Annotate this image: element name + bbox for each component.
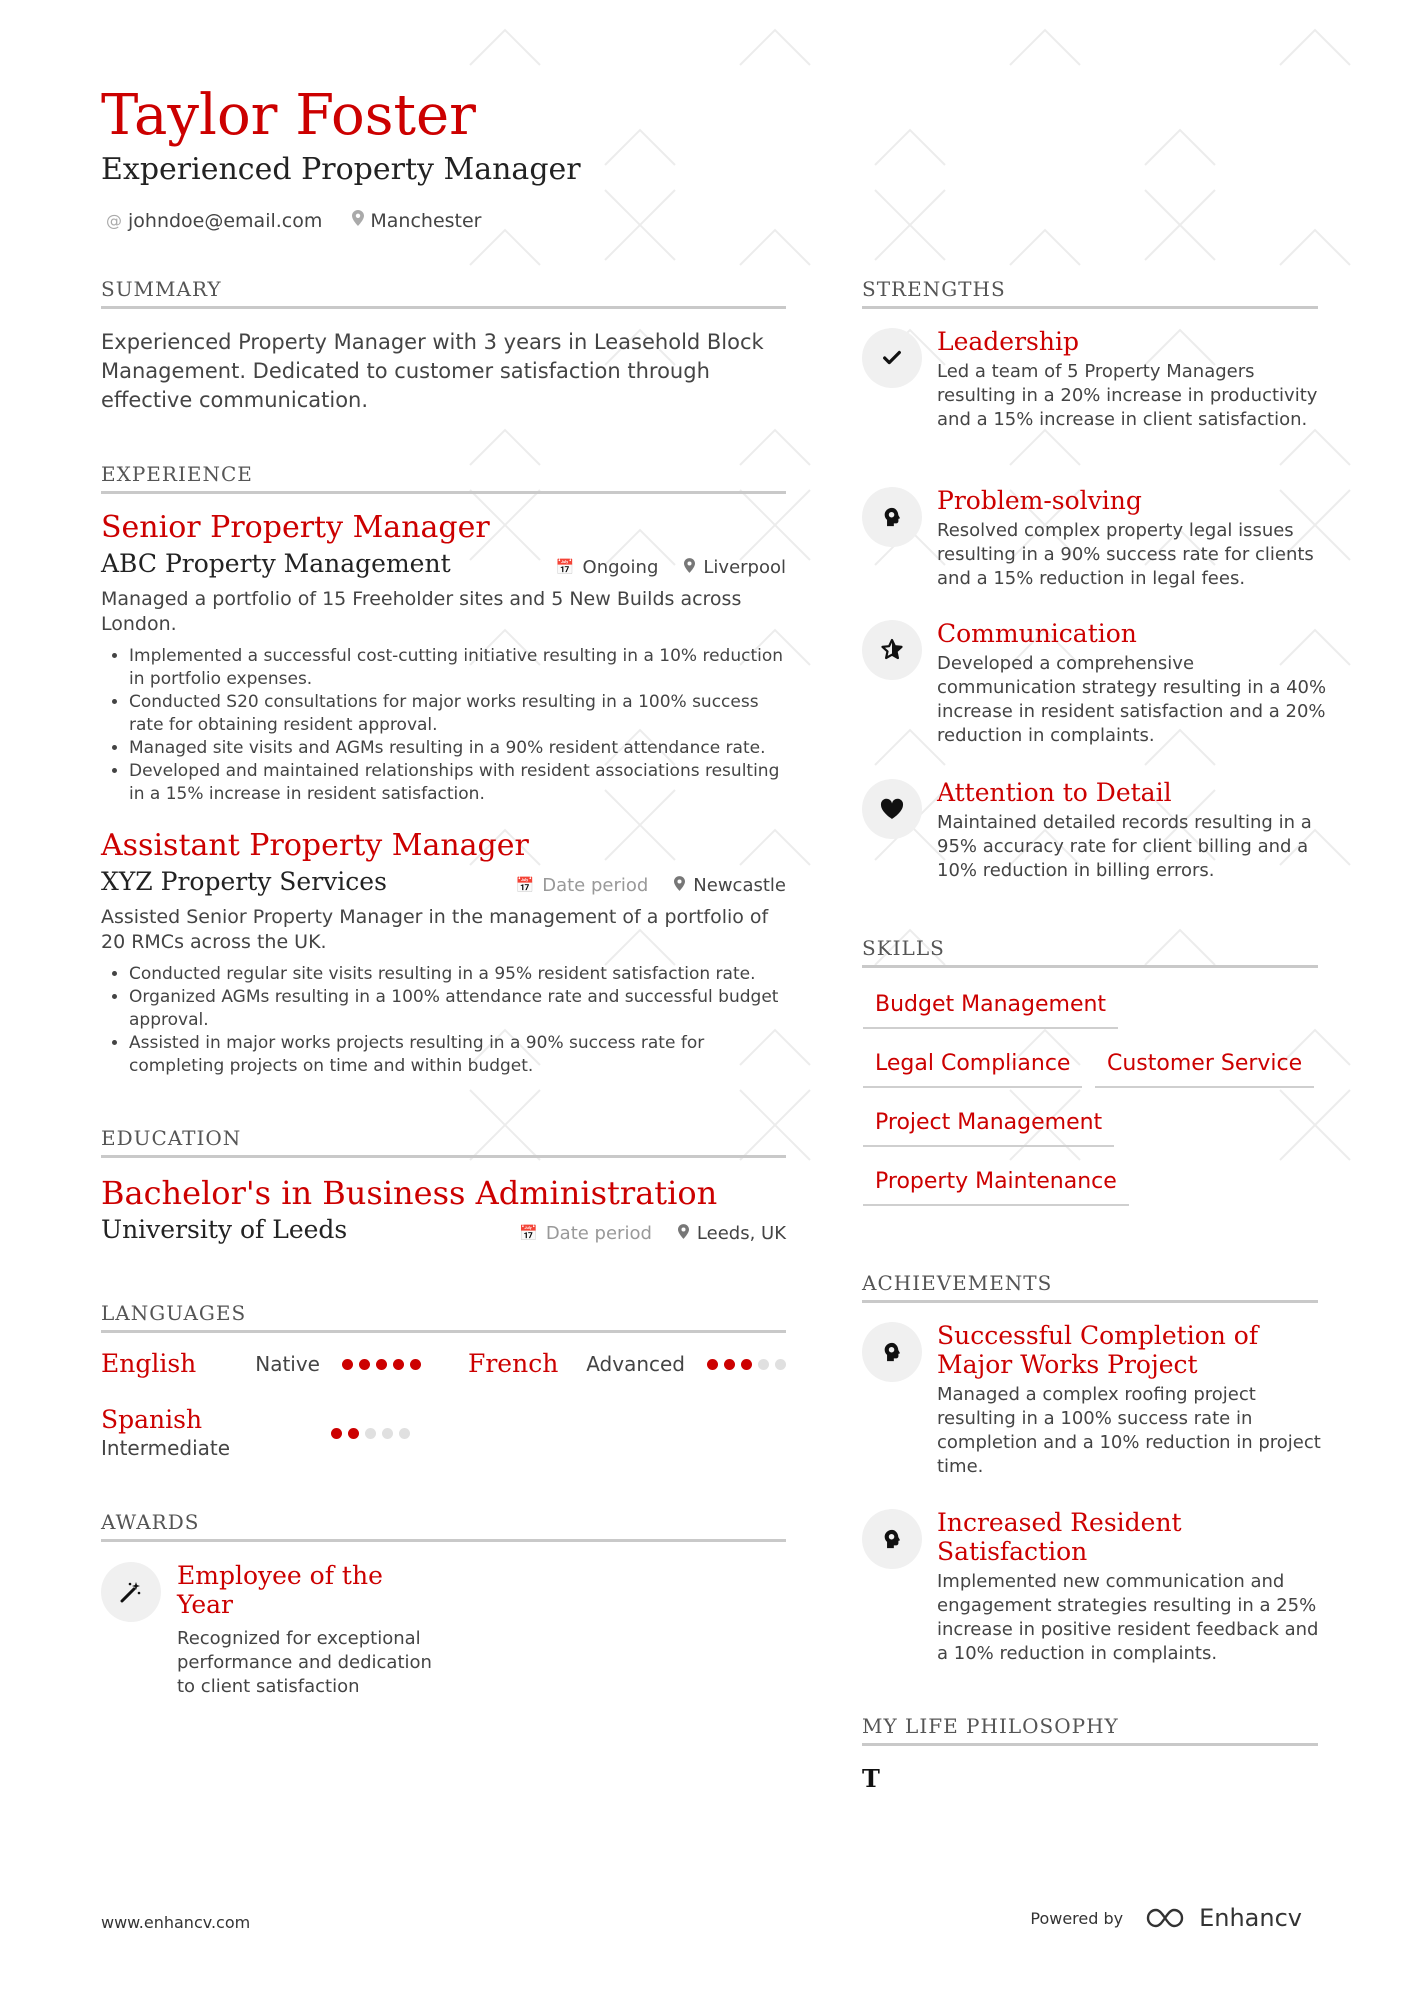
achievement-title: Successful Completion of Major Works Project <box>937 1321 1259 1379</box>
job-role: Senior Property Manager <box>101 510 490 545</box>
at-icon: @ <box>106 211 122 230</box>
job-description: Assisted Senior Property Manager in the management of a portfolio of 20 RMCs across the UK. <box>101 906 769 953</box>
job-bullet: • Developed and maintained relationships with resident associations resulting in a 15% increase in resident satisfaction. <box>129 760 786 806</box>
experience-item <box>101 509 786 806</box>
job-date: Ongoing <box>582 556 659 578</box>
check-icon <box>862 328 922 388</box>
skill-tag: Project Management <box>863 1103 1114 1147</box>
experience-item <box>101 827 786 1078</box>
achievement-item <box>937 1508 1327 1666</box>
job-bullet: • Implemented a successful cost-cutting initiative resulting in a 10% reduction in portfolio expenses. <box>129 645 786 691</box>
award-text: Recognized for exceptional performance and dedication to client satisfaction <box>177 1628 432 1697</box>
head-brain-icon <box>862 487 922 547</box>
philosophy-heading: MY LIFE PHILOSOPHY <box>862 1713 1318 1746</box>
strength-title: Problem-solving <box>937 486 1142 515</box>
strength-title: Leadership <box>937 327 1079 356</box>
strengths-heading: STRENGTHS <box>862 276 1318 309</box>
job-bullet: • Assisted in major works projects resulting in a 90% success rate for completing projects on time and within budget. <box>129 1032 786 1078</box>
map-pin-icon <box>684 558 695 577</box>
heart-icon <box>862 779 922 839</box>
job-location: Newcastle <box>693 874 786 896</box>
language-name: Spanish <box>101 1405 203 1434</box>
job-date: Date period <box>542 874 649 896</box>
brand-name: Enhancv <box>1199 1904 1302 1932</box>
map-pin-icon <box>674 876 685 895</box>
rating-dot-filled <box>724 1359 735 1370</box>
language-rating <box>707 1359 786 1370</box>
summary-heading: SUMMARY <box>101 276 786 309</box>
awards-heading: AWARDS <box>101 1509 786 1542</box>
rating-dot-filled <box>410 1359 421 1370</box>
strength-text: Led a team of 5 Property Managers resulting in a 20% increase in productivity and a 15% increase in client satisfaction. <box>937 361 1318 430</box>
strength-text: Developed a comprehensive communication strategy resulting in a 40% increase in resident satisfaction and a 20% reduction in complaints. <box>937 653 1327 746</box>
job-role: Assistant Property Manager <box>101 828 529 863</box>
strength-item <box>937 778 1327 883</box>
star-icon <box>862 620 922 680</box>
language-item <box>101 1405 421 1461</box>
achievement-text: Managed a complex roofing project resulting in a 100% success rate in completion and a 10% reduction in project time. <box>937 1384 1321 1477</box>
skill-tag: Legal Compliance <box>863 1044 1082 1088</box>
job-location: Liverpool <box>703 556 786 578</box>
language-item <box>468 1349 786 1379</box>
skills-heading: SKILLS <box>862 935 1318 968</box>
candidate-name: Taylor Foster <box>101 83 476 148</box>
job-bullet: • Organized AGMs resulting in a 100% attendance rate and successful budget approval. <box>129 986 786 1032</box>
job-company: XYZ Property Services <box>101 867 387 896</box>
achievements-heading: ACHIEVEMENTS <box>862 1270 1318 1303</box>
skill-tag: Customer Service <box>1095 1044 1314 1088</box>
strength-item <box>937 486 1327 591</box>
head-brain-icon <box>862 1509 922 1569</box>
powered-by <box>1030 1904 1302 1932</box>
language-name: French <box>468 1349 559 1378</box>
rating-dot-filled <box>359 1359 370 1370</box>
language-rating <box>331 1428 410 1439</box>
rating-dot-empty <box>399 1428 410 1439</box>
rating-dot-filled <box>376 1359 387 1370</box>
powered-by-label: Powered by <box>1030 1908 1124 1928</box>
rating-dot-empty <box>382 1428 393 1439</box>
calendar-icon: 📅 <box>555 558 575 576</box>
language-level: Intermediate <box>101 1436 231 1460</box>
magic-wand-icon <box>101 1562 161 1622</box>
rating-dot-filled <box>393 1359 404 1370</box>
languages-heading: LANGUAGES <box>101 1300 786 1333</box>
education-date: Date period <box>545 1222 652 1244</box>
rating-dot-filled <box>707 1359 718 1370</box>
award-item <box>177 1561 437 1699</box>
rating-dot-empty <box>775 1359 786 1370</box>
strength-item <box>937 619 1327 748</box>
location-contact <box>352 208 481 234</box>
map-pin-icon <box>678 1224 689 1243</box>
rating-dot-empty <box>758 1359 769 1370</box>
skill-tag: Property Maintenance <box>863 1162 1129 1206</box>
rating-dot-filled <box>342 1359 353 1370</box>
strength-item <box>937 327 1327 432</box>
job-bullet: • Managed site visits and AGMs resulting in a 90% resident attendance rate. <box>129 737 786 760</box>
map-pin-icon <box>352 208 364 234</box>
degree: Bachelor's in Business Administration <box>101 1174 718 1212</box>
language-rating <box>342 1359 421 1370</box>
achievement-text: Implemented new communication and engagement strategies resulting in a 25% increase in positive resident feedback and a 10% reduction in complaints. <box>937 1571 1319 1664</box>
skill-tag: Budget Management <box>863 985 1118 1029</box>
rating-dot-empty <box>365 1428 376 1439</box>
calendar-icon: 📅 <box>519 1224 538 1242</box>
head-brain-icon <box>862 1322 922 1382</box>
job-company: ABC Property Management <box>101 549 451 578</box>
rating-dot-filled <box>331 1428 342 1439</box>
candidate-title: Experienced Property Manager <box>101 152 581 187</box>
education-location: Leeds, UK <box>696 1222 786 1244</box>
achievement-title: Increased Resident Satisfaction <box>937 1508 1182 1566</box>
experience-heading: EXPERIENCE <box>101 461 786 494</box>
language-item <box>101 1349 421 1379</box>
job-bullet: • Conducted regular site visits resulting in a 95% resident satisfaction rate. <box>129 963 786 986</box>
summary-text: Experienced Property Manager with 3 years in Leasehold Block Management. Dedicated to customer satisfaction through effective communication. <box>101 330 764 412</box>
education-item <box>101 1173 786 1247</box>
strength-text: Resolved complex property legal issues resulting in a 90% success rate for clients and a 15% reduction in legal fees. <box>937 520 1314 589</box>
job-bullet: • Conducted S20 consultations for major works resulting in a 100% success rate for obtaining resident approval. <box>129 691 786 737</box>
strength-title: Communication <box>937 619 1137 648</box>
language-name: English <box>101 1349 197 1378</box>
enhancv-logo[interactable] <box>1145 1904 1302 1932</box>
education-heading: EDUCATION <box>101 1125 786 1158</box>
email-contact[interactable] <box>106 208 322 234</box>
contact-info <box>106 208 482 234</box>
language-level: Native <box>255 1352 320 1376</box>
strength-text: Maintained detailed records resulting in a 95% accuracy rate for client billing and a 10% reduction in billing errors. <box>937 812 1312 881</box>
philosophy-text: T <box>862 1764 880 1793</box>
award-title: Employee of the Year <box>177 1561 383 1619</box>
email-text[interactable]: johndoe@email.com <box>128 210 323 232</box>
achievement-item <box>937 1321 1327 1479</box>
enhancv-logo-icon <box>1145 1907 1191 1929</box>
calendar-icon: 📅 <box>515 876 535 894</box>
location-text: Manchester <box>370 210 482 232</box>
rating-dot-filled <box>741 1359 752 1370</box>
strength-title: Attention to Detail <box>937 778 1172 807</box>
school: University of Leeds <box>101 1215 348 1244</box>
language-level: Advanced <box>586 1352 685 1376</box>
job-description: Managed a portfolio of 15 Freeholder sites and 5 New Builds across London. <box>101 588 742 635</box>
website-link[interactable]: www.enhancv.com <box>101 1913 251 1932</box>
rating-dot-filled <box>348 1428 359 1439</box>
